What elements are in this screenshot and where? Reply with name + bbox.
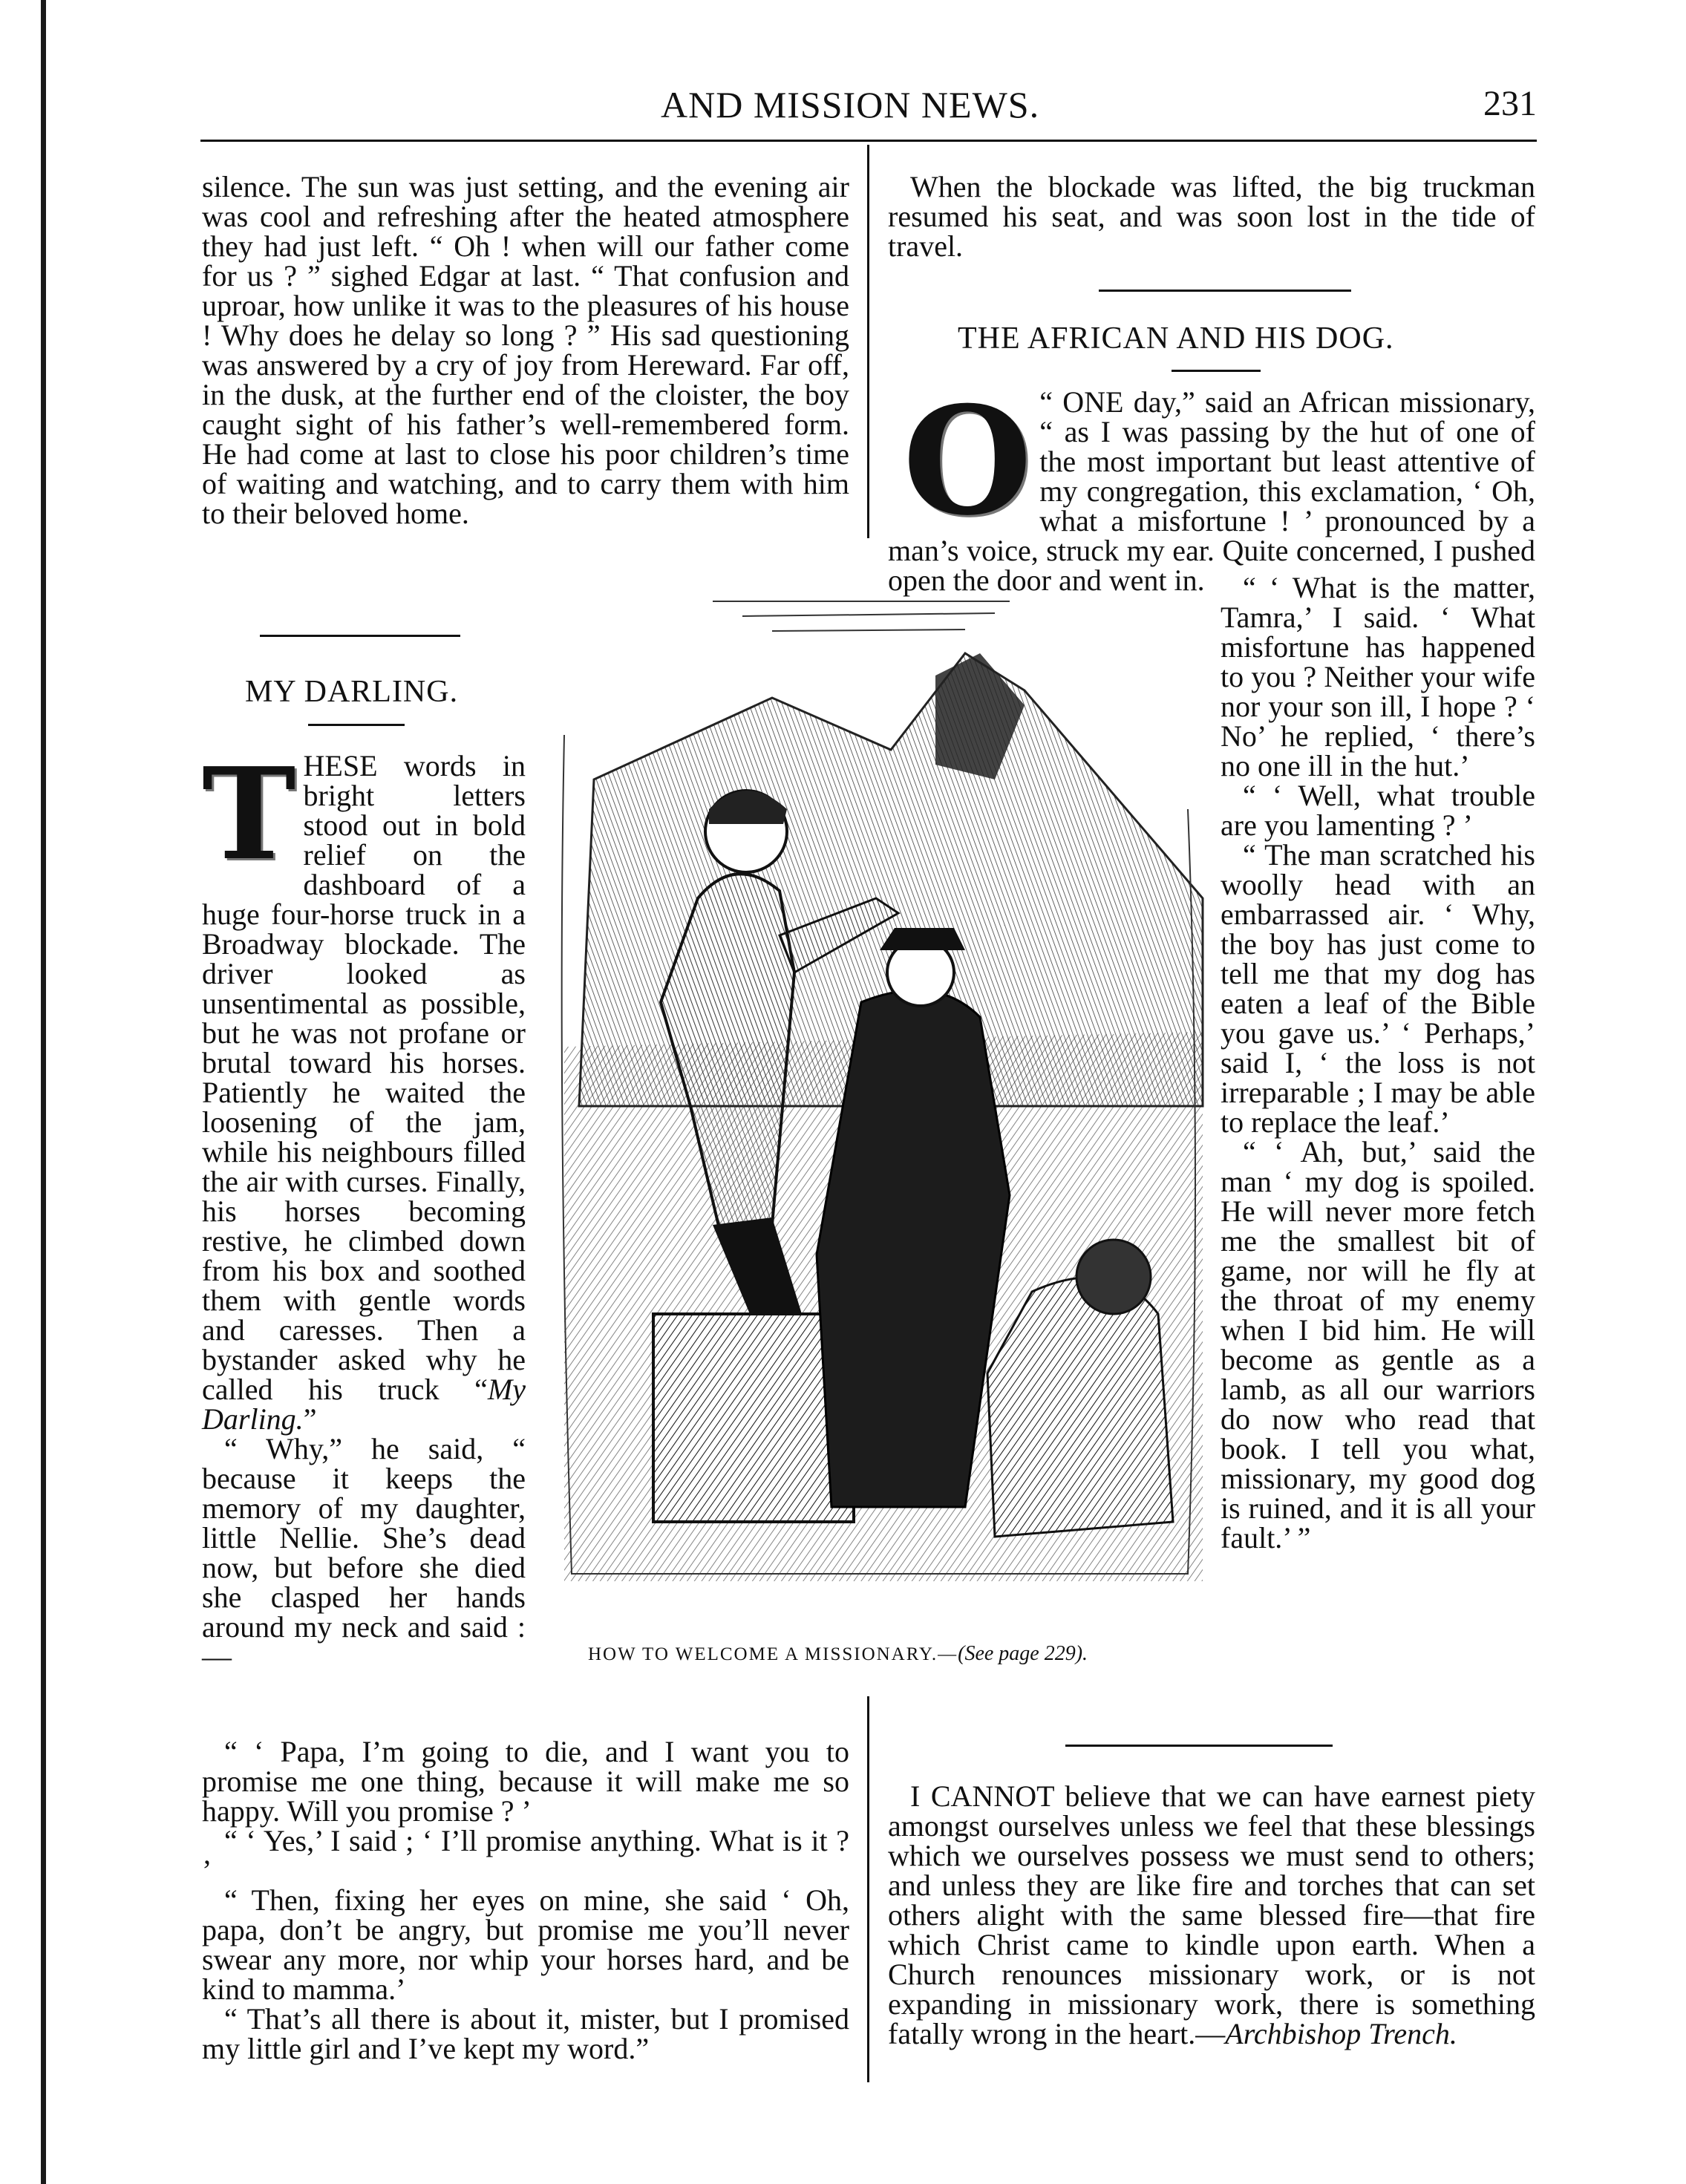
my-darling-p5: “ Then, fixing her eyes on mine, she said ‘ Oh, papa, don’t be angry, but promise me you’ll never swear any more, nor whip your horses hard, and be kind to mamma.’ (202, 1883, 849, 2006)
binding-edge (41, 0, 46, 2184)
story-continuation-text: silence. The sun was just setting, and the evening air was cool and refreshing after the heated atmosphere they had just left. “ Oh ! when will our father come for us ? ” sighed Edgar at last. “ That confusion and uproar, how unlike it was to the pleasures of his house ! Why does he delay so long ? ” His sad questioning was answered by a cry of joy from Hereward. Far off, in the dusk, at the further end of the cloister, the boy caught sight of his father’s well-remembered form. He had come at last to close his poor children’s time of waiting and watching, and to carry them with him to their beloved home. (202, 170, 849, 530)
story-continuation (202, 172, 849, 529)
illustration-caption: HOW TO WELCOME A MISSIONARY.—(See page 229). (588, 1642, 1088, 1665)
my-darling-p1: THESE words in bright letters stood out in bold relief on the dashboard of a huge four-horse truck in a Broadway blockade. The driver looked as unsentimental as possible, but he was not profane or brutal toward his horses. Patiently he waited the loosening of the jam, while his neighbours filled the air with curses. Finally, his horses becoming restive, he climbed down from his box and soothed them with gentle words and caresses. Then a bystander asked why he called his truck “My Darling.” (202, 740, 526, 1436)
heading-underline-2 (1172, 370, 1261, 372)
column-rule-bottom (867, 1696, 869, 2082)
african-narrow (1221, 571, 1535, 1554)
african-heading: THE AFRICAN AND HIS DOG. (958, 321, 1394, 356)
african-top (888, 374, 1535, 597)
running-header (200, 83, 1537, 135)
section-divider-3 (1065, 1745, 1333, 1747)
my-darling-lower (202, 1737, 849, 2064)
drop-cap-o: O (903, 374, 1033, 549)
section-divider-2 (1099, 290, 1351, 292)
african-p3: “ ‘ Well, what trouble are you lamenting ? ’ (1221, 779, 1535, 842)
page-number: 231 (1483, 84, 1537, 123)
trench-text: I CANNOT believe that we can have earnest piety amongst ourselves unless we feel that these blessings which we ourselves possess we must send to others; and unless they are like fire and torches that can set others alight with the same blessed fire—that fire which Christ came to kindle upon earth. When a Church renounces missionary work, or is not expanding in missionary work, there is something fatally wrong in the heart.—Archbishop Trench. (888, 1779, 1535, 2050)
blockade-end (888, 172, 1535, 261)
african-p1-top: O “ ONE day,” said an African missionary, “ as I was passing by the hut of one of the most important but least attentive of my congregation, this exclamation, ‘ Oh, what a misfortune ! ’ pronounced by a man’s voice, struck my ear. Quite concerned, I pushed open the door and went in. (888, 374, 1535, 597)
african-p2: “ ‘ What is the matter, Tamra,’ I said. ‘ What misfortune has happened to you ? Neither your wife nor your son ill, I hope ? ‘ No’ he replied, ‘ there’s no one ill in the hut.’ (1221, 571, 1535, 782)
header-title: AND MISSION NEWS. (661, 84, 1040, 125)
my-darling-heading: MY DARLING. (245, 675, 459, 709)
blockade-end-text: When the blockade was lifted, the big truckman resumed his seat, and was soon lost in the tide of travel. (888, 170, 1535, 263)
my-darling-p4: “ ‘ Yes,’ I said ; ‘ I’ll promise anything. What is it ? ’ (202, 1824, 849, 1887)
caption-page-ref: (See page 229). (958, 1642, 1088, 1665)
my-darling-p3: “ ‘ Papa, I’m going to die, and I want you to promise me one thing, because it will make me so happy. Will you promise ? ’ (202, 1735, 849, 1828)
trench-author: Archbishop Trench. (1225, 2017, 1457, 2050)
truck-name: My Darling. (202, 1373, 526, 1436)
column-rule-top (867, 145, 869, 538)
african-p4: “ The man scratched his woolly head with an embarrassed air. ‘ Why, the boy has just come to tell me that my dog has eaten a leaf of the Bible you gave us.’ ‘ Perhaps,’ said I, ‘ the loss is not irreparable ; I may be able to replace the leaf.’ (1221, 838, 1535, 1139)
my-darling-narrow (202, 740, 526, 1673)
section-divider (260, 635, 460, 637)
my-darling-p6: “ That’s all there is about it, mister, but I promised my little girl and I’ve kept my word.” (202, 2002, 849, 2065)
african-p5: “ ‘ Ah, but,’ said the man ‘ my dog is spoiled. He will never more fetch me the smallest bit of game, nor will he fly at the throat of my enemy when I bid him. He will become as gentle as a lamb, as all our warriors do now who read that book. I tell you what, missionary, my good dog is ruined, and it is all your fault.’ ” (1221, 1135, 1535, 1554)
drop-cap-t: T (202, 740, 296, 889)
engraving-illustration (549, 586, 1203, 1626)
my-darling-p2: “ Why,” he said, “ because it keeps the memory of my daughter, little Nellie. She’s dead now, but before she died she clasped her hands around my neck and said :— (202, 1432, 526, 1673)
trench-quote (888, 1779, 1535, 2050)
header-rule (200, 140, 1537, 142)
heading-underline (308, 724, 405, 726)
